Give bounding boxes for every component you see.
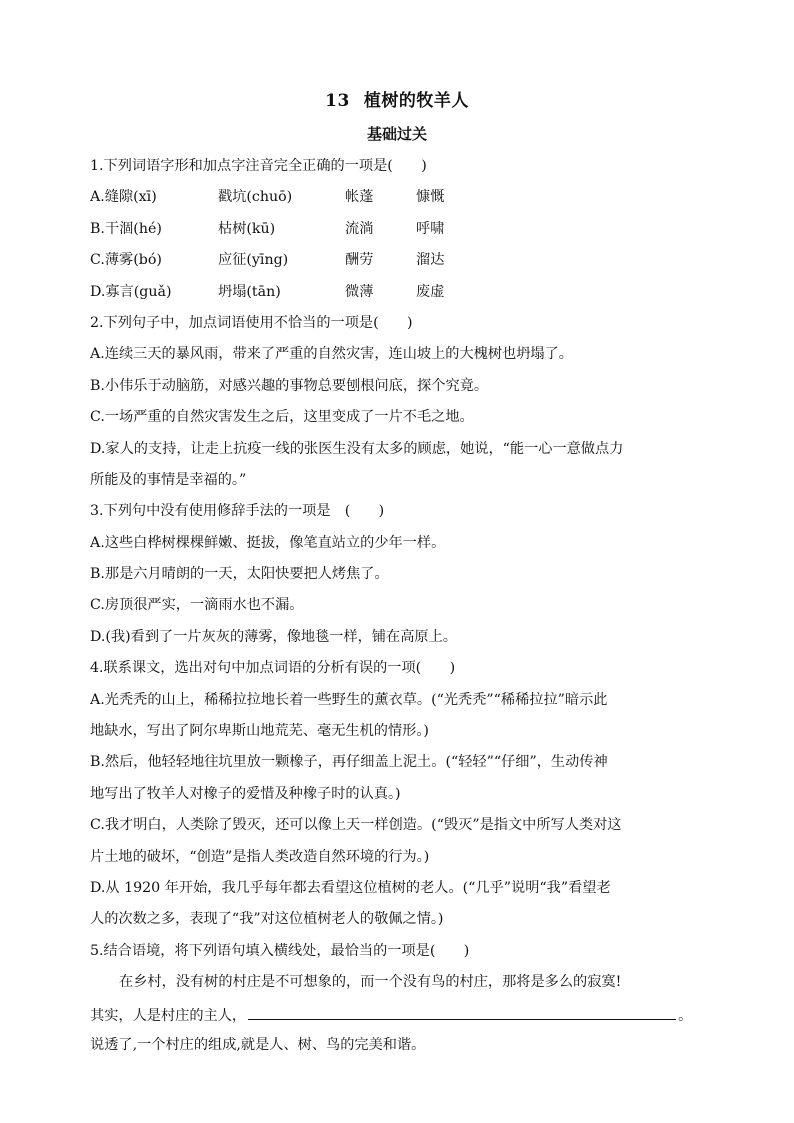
q1-option-b xyxy=(90,214,704,245)
q1-option-c-word-4: 溜达 xyxy=(416,252,445,269)
q4-option-c-line-1: C.我才明白，人类除了毁灭，还可以像上天一样创造。(“毁灭”是指文中所写人类对这 xyxy=(90,817,622,834)
q1-option-a-word-3: 帐蓬 xyxy=(345,189,374,206)
q5-passage-before-blank: 其实，人是村庄的主人， xyxy=(90,1007,247,1024)
q1-option-a-word-4: 慷慨 xyxy=(416,189,445,206)
q3-stem: 3.下列句中没有使用修辞手法的一项是 ( ) xyxy=(90,503,385,520)
q1-option-d-word-4: 废虚 xyxy=(416,283,445,300)
q4-stem: 4.联系课文，选出对句中加点词语的分析有误的一项( ) xyxy=(90,660,456,677)
lesson-number: 13 xyxy=(325,91,350,111)
q3-option-c: C.房顶很严实，一滴雨水也不漏。 xyxy=(90,597,304,614)
q4-option-b-line-1: B.然后，他轻轻地往坑里放一颗橡子，再仔细盖上泥土。(“轻轻”“仔细”，生动传神 xyxy=(90,754,608,771)
q1-option-c xyxy=(90,245,704,276)
q5-passage-line-2 xyxy=(90,999,704,1030)
section-heading: 基础过关 xyxy=(366,125,427,143)
q1-option-d xyxy=(90,277,704,308)
q2-option-b: B.小伟乐于动脑筋，对感兴趣的事物总要刨根问底，探个究竟。 xyxy=(90,377,489,394)
q1-option-b-word-1: B.干涸(hé) xyxy=(90,220,162,237)
q2-option-d-line-1: D.家人的支持，让走上抗疫一线的张医生没有太多的顾虑，她说，“能一心一意做点力 xyxy=(90,440,624,457)
q4-option-c-line-2: 片土地的破坏，“创造”是指人类改造自然环境的行为。) xyxy=(90,848,430,865)
q1-option-a-word-1: A.缝隙(xī) xyxy=(90,189,157,206)
q1-option-c-word-1: C.薄雾(bó) xyxy=(90,252,162,269)
q1-option-c-word-2: 应征(yīng) xyxy=(218,252,289,269)
q2-option-a: A.连续三天的暴风雨，带来了严重的自然灾害，连山坡上的大槐树也坍塌了。 xyxy=(90,346,573,363)
q3-option-b: B.那是六月晴朗的一天，太阳快要把人烤焦了。 xyxy=(90,566,389,583)
q4-option-b-line-2: 地写出了牧羊人对橡子的爱惜及种橡子时的认真。) xyxy=(90,785,401,802)
lesson-title xyxy=(0,86,794,111)
q4-option-d-line-1: D.从 1920 年开始，我几乎每年都去看望这位植树的老人。(“几乎”说明“我”看望老 xyxy=(90,879,611,896)
q5-passage-line-1: 在乡村，没有树的村庄是不可想象的，而一个没有鸟的村庄，那将是多么的寂寞! xyxy=(119,974,622,991)
q4-option-d-line-2: 人的次数之多，表现了“我”对这位植树老人的敬佩之情。) xyxy=(90,911,444,928)
lesson-title-text: 植树的牧羊人 xyxy=(363,91,469,111)
q2-option-d-line-2: 所能及的事情是幸福的。” xyxy=(90,471,247,488)
q2-option-c: C.一场严重的自然灾害发生之后，这里变成了一片不毛之地。 xyxy=(90,409,474,426)
q1-option-c-word-3: 酬劳 xyxy=(345,252,374,269)
q3-option-d: D.(我)看到了一片灰灰的薄雾，像地毯一样，铺在高原上。 xyxy=(90,628,457,645)
q1-stem: 1.下列词语字形和加点字注音完全正确的一项是( ) xyxy=(90,158,427,174)
q2-stem: 2.下列句子中，加点词语使用不恰当的一项是( ) xyxy=(90,314,413,331)
q1-option-b-word-4: 呼啸 xyxy=(416,220,445,237)
q1-option-d-word-2: 坍塌(tān) xyxy=(218,283,281,300)
q1-option-b-word-3: 流淌 xyxy=(345,220,374,237)
q5-passage-line-3: 说透了,一个村庄的组成,就是人、树、鸟的完美和谐。 xyxy=(90,1036,426,1053)
q5-stem: 5.结合语境，将下列语句填入横线处，最恰当的一项是( ) xyxy=(90,942,470,959)
q5-answer-blank[interactable] xyxy=(248,999,676,1020)
q3-option-a: A.这些白桦树棵棵鲜嫩、挺拔，像笔直站立的少年一样。 xyxy=(90,534,446,551)
q1-option-a-word-2: 戳坑(chuō) xyxy=(218,189,293,206)
q1-option-b-word-2: 枯树(kū) xyxy=(218,220,276,237)
q4-option-a-line-2: 地缺水，写出了阿尔卑斯山地荒芜、毫无生机的情形。) xyxy=(90,723,429,740)
q1-option-d-word-3: 微薄 xyxy=(345,283,374,300)
q4-option-a-line-1: A.光秃秃的山上，稀稀拉拉地长着一些野生的薰衣草。(“光秃秃”“稀稀拉拉”暗示此 xyxy=(90,691,608,708)
q1-option-d-word-1: D.寡言(guǎ) xyxy=(90,283,172,300)
q1-option-a xyxy=(90,182,704,213)
exercise-content xyxy=(90,151,704,1061)
q5-passage-after-blank: 。 xyxy=(678,1007,693,1024)
